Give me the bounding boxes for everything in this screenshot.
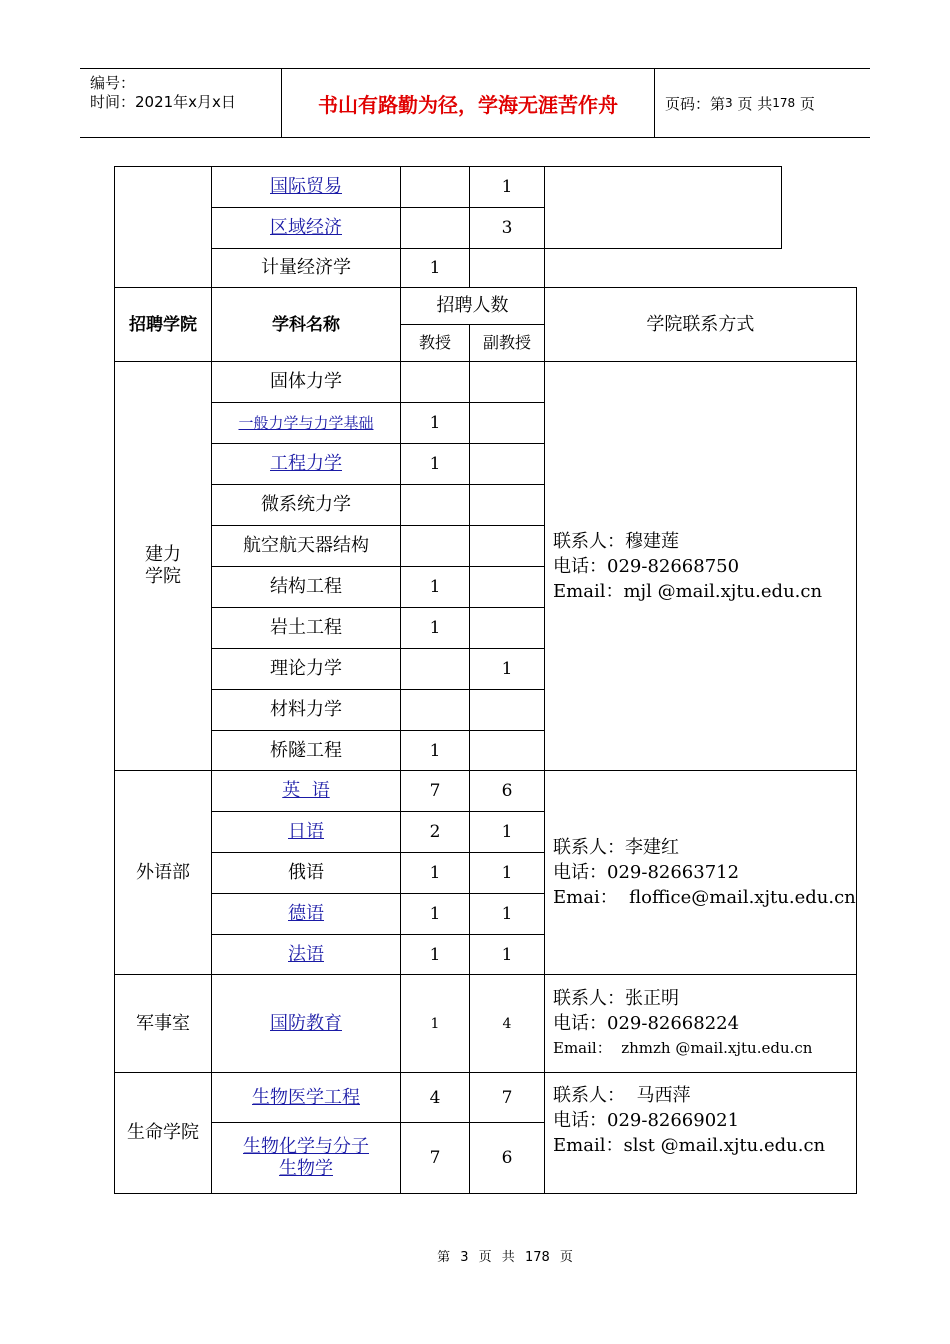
prof-count: 1 — [401, 853, 470, 894]
contact-cell-junshi — [545, 975, 857, 1073]
subject-cell: 固体力学 — [212, 362, 401, 403]
subject-cell: 结构工程 — [212, 567, 401, 608]
college-cell-jianli — [115, 362, 212, 771]
subject-link[interactable]: 区域经济 — [270, 217, 342, 238]
contact-cell-shengming — [545, 1073, 857, 1194]
college-cell-junshi: 军事室 — [115, 975, 212, 1073]
contact-person: 联系人：张正明 — [553, 988, 679, 1009]
col-header-assoc: 副教授 — [470, 325, 545, 362]
prof-count — [401, 208, 470, 249]
prof-count: 1 — [401, 731, 470, 771]
subject-link[interactable]: 日语 — [288, 821, 324, 842]
assoc-count — [470, 362, 545, 403]
subject-cell — [212, 975, 401, 1073]
prof-count — [401, 167, 470, 208]
footer-word: 第 — [437, 1250, 451, 1265]
subject-cell: 航空航天器结构 — [212, 526, 401, 567]
page-total: 178 — [772, 96, 796, 110]
contact-email: Email：mjl @mail.xjtu.edu.cn — [553, 580, 823, 602]
contact-phone: 电话：029-82668224 — [553, 1013, 740, 1034]
subject-cell: 计量经济学 — [212, 249, 401, 288]
contact-phone: 电话：029-82669021 — [553, 1110, 740, 1131]
page-prefix: 页码：第 — [665, 94, 726, 113]
contact-email: Emai： floffice@mail.xjtu.edu.cn — [553, 887, 856, 908]
prof-count: 1 — [401, 894, 470, 935]
assoc-count: 1 — [470, 853, 545, 894]
subject-link[interactable]: 法语 — [288, 943, 324, 965]
prof-count — [401, 485, 470, 526]
header-page-info — [665, 69, 815, 137]
assoc-count: 1 — [470, 935, 545, 975]
col-header-college: 招聘学院 — [115, 288, 212, 362]
contact-person: 联系人： 马西萍 — [553, 1085, 691, 1106]
footer-word: 页 — [478, 1250, 492, 1265]
assoc-count: 4 — [470, 975, 545, 1073]
contact-cell-empty — [545, 167, 782, 249]
table-row — [115, 167, 782, 208]
subject-cell: 微系统力学 — [212, 485, 401, 526]
college-name-line: 学院 — [145, 566, 181, 587]
footer-word: 共 — [501, 1250, 515, 1265]
table-row — [115, 771, 857, 812]
subject-link[interactable]: 国防教育 — [270, 1012, 342, 1034]
subject-cell — [212, 1073, 401, 1123]
college-cell-empty — [115, 167, 212, 288]
page-suffix: 页 — [799, 94, 815, 113]
assoc-count: 1 — [470, 167, 545, 208]
contact-email: Email：slst @mail.xjtu.edu.cn — [553, 1135, 826, 1156]
college-name-line: 建力 — [145, 544, 181, 565]
subject-link[interactable]: 生物医学工程 — [252, 1086, 360, 1108]
prof-count: 4 — [401, 1073, 470, 1123]
col-header-contact: 学院联系方式 — [545, 288, 857, 362]
subject-link[interactable]: 德语 — [288, 903, 324, 924]
prof-count: 1 — [401, 975, 470, 1073]
contact-person: 联系人：穆建莲 — [553, 530, 679, 552]
assoc-count — [470, 567, 545, 608]
page-footer — [0, 1246, 950, 1265]
table-row — [115, 249, 782, 288]
prof-count: 2 — [401, 812, 470, 853]
assoc-count: 7 — [470, 1073, 545, 1123]
col-header-count: 招聘人数 — [401, 288, 545, 325]
subject-link[interactable]: 生物化学与分子 — [243, 1136, 369, 1157]
prof-count: 1 — [401, 403, 470, 444]
page-number: 3 — [725, 96, 733, 110]
footer-page-total: 178 — [524, 1250, 550, 1265]
footer-page-number: 3 — [460, 1250, 469, 1265]
prof-count: 1 — [401, 935, 470, 975]
subject-cell: 材料力学 — [212, 690, 401, 731]
col-header-subject: 学科名称 — [212, 288, 401, 362]
subject-cell — [212, 935, 401, 975]
subject-link[interactable]: 生物学 — [279, 1158, 333, 1179]
subject-cell — [212, 771, 401, 812]
page-mid: 页 共 — [737, 94, 773, 113]
prof-count — [401, 526, 470, 567]
table-row — [115, 1073, 857, 1123]
subject-link[interactable]: 一般力学与力学基础 — [238, 414, 374, 432]
assoc-count — [470, 731, 545, 771]
prof-count: 1 — [401, 444, 470, 485]
subject-cell — [212, 167, 401, 208]
assoc-count — [470, 608, 545, 649]
assoc-count — [470, 249, 545, 288]
prof-count: 1 — [401, 249, 470, 288]
assoc-count — [470, 485, 545, 526]
subject-cell — [212, 444, 401, 485]
subject-cell — [212, 812, 401, 853]
date-label: 时间：2021年x月x日 — [90, 93, 236, 111]
footer-word: 页 — [559, 1250, 573, 1265]
contact-phone: 电话：029-82663712 — [553, 862, 740, 883]
subject-cell[interactable] — [212, 1123, 401, 1194]
table-header-row — [115, 288, 857, 325]
contact-cell-waiyu — [545, 771, 857, 975]
subject-cell — [212, 894, 401, 935]
prof-count — [401, 362, 470, 403]
college-cell-waiyu: 外语部 — [115, 771, 212, 975]
table-row — [115, 975, 857, 1073]
table-row — [115, 362, 857, 403]
prof-count: 7 — [401, 1123, 470, 1194]
assoc-count — [470, 526, 545, 567]
subject-cell: 俄语 — [212, 853, 401, 894]
contact-cell-jianli — [545, 362, 857, 771]
contact-email: Email： zhmzh @mail.xjtu.edu.cn — [553, 1039, 813, 1057]
contact-phone: 电话：029-82668750 — [553, 555, 740, 577]
header-motto: 书山有路勤为径，学海无涯苦作舟 — [282, 69, 655, 137]
col-header-prof: 教授 — [401, 325, 470, 362]
subject-cell — [212, 208, 401, 249]
prof-count: 1 — [401, 567, 470, 608]
assoc-count — [470, 690, 545, 731]
subject-link[interactable]: 国际贸易 — [270, 176, 342, 197]
prof-count — [401, 690, 470, 731]
recruitment-table — [114, 287, 857, 1194]
prof-count — [401, 649, 470, 690]
assoc-count: 1 — [470, 649, 545, 690]
continuation-table — [114, 166, 782, 288]
subject-cell: 桥隧工程 — [212, 731, 401, 771]
page-header — [80, 68, 870, 138]
assoc-count — [470, 444, 545, 485]
subject-link[interactable]: 工程力学 — [270, 453, 342, 474]
contact-person: 联系人：李建红 — [553, 837, 679, 858]
college-cell-shengming: 生命学院 — [115, 1073, 212, 1194]
number-label: 编号： — [90, 74, 136, 92]
prof-count: 1 — [401, 608, 470, 649]
assoc-count: 3 — [470, 208, 545, 249]
contact-cell-empty — [545, 249, 782, 288]
assoc-count: 1 — [470, 812, 545, 853]
assoc-count: 6 — [470, 1123, 545, 1194]
assoc-count — [470, 403, 545, 444]
prof-count: 7 — [401, 771, 470, 812]
subject-link[interactable]: 英 语 — [282, 780, 330, 801]
assoc-count: 1 — [470, 894, 545, 935]
header-meta — [80, 69, 282, 137]
subject-cell: 理论力学 — [212, 649, 401, 690]
assoc-count: 6 — [470, 771, 545, 812]
subject-cell: 岩土工程 — [212, 608, 401, 649]
subject-cell — [212, 403, 401, 444]
